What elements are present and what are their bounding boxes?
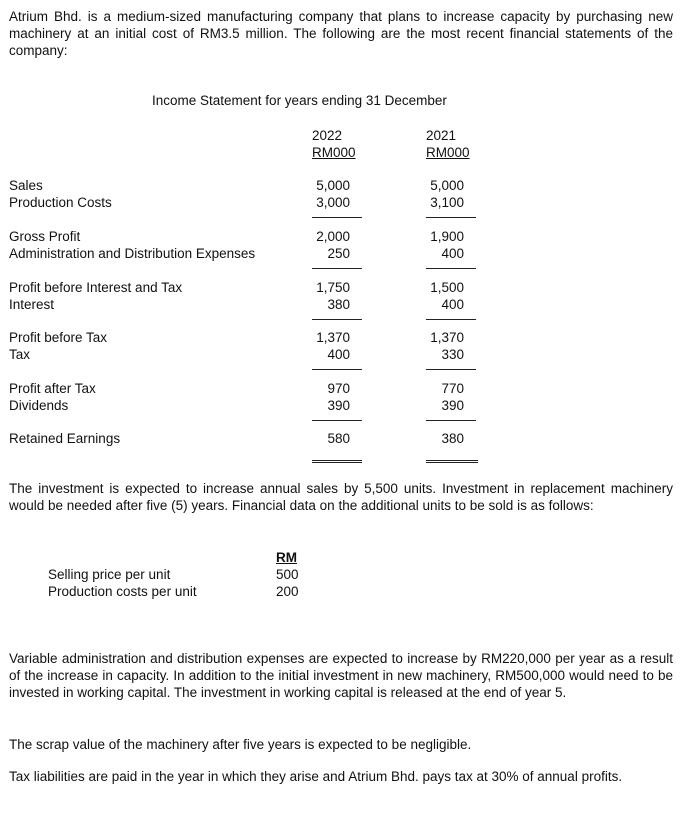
subtotal-rule <box>426 319 476 320</box>
col-2021-unit: RM000 <box>426 145 470 160</box>
tax-paragraph: Tax liabilities are paid in the year in which they arise and Atrium Bhd. pays tax at 30% of annual profits. <box>9 769 623 784</box>
value-interest-2021: 400 <box>441 297 464 312</box>
investment-paragraph: The investment is expected to increase annual sales by 5,500 units. Investment in replacement machinery would be needed after five (5) years. Financial data on the additional units to be sold is as follows: <box>9 481 673 513</box>
value-gross-profit-2022: 2,000 <box>316 229 350 244</box>
label-production-cost-unit: Production costs per unit <box>48 584 197 599</box>
value-sales-2021: 5,000 <box>430 178 464 193</box>
value-interest-2022: 380 <box>327 297 350 312</box>
value-sales-2022: 5,000 <box>316 178 350 193</box>
col-2021-year: 2021 <box>426 128 457 143</box>
total-double-rule <box>312 460 362 463</box>
value-tax-2022: 400 <box>327 347 350 362</box>
value-tax-2021: 330 <box>441 347 464 362</box>
value-pat-2022: 970 <box>327 381 350 396</box>
subtotal-rule <box>426 217 476 218</box>
subtotal-rule <box>426 420 476 421</box>
value-pbit-2021: 1,500 <box>430 280 464 295</box>
subtotal-rule <box>312 420 362 421</box>
value-gross-profit-2021: 1,900 <box>430 229 464 244</box>
row-label-admin-distribution: Administration and Distribution Expenses <box>9 246 256 261</box>
total-double-rule <box>426 460 478 463</box>
value-production-costs-2022: 3,000 <box>316 195 350 210</box>
value-pbit-2022: 1,750 <box>316 280 350 295</box>
subtotal-rule <box>312 319 362 320</box>
row-label-pat: Profit after Tax <box>9 381 96 396</box>
value-production-cost-unit: 200 <box>276 584 299 599</box>
col-2022-unit: RM000 <box>312 145 356 160</box>
row-label-retained-earnings: Retained Earnings <box>9 431 121 446</box>
label-selling-price: Selling price per unit <box>48 567 171 582</box>
row-label-production-costs: Production Costs <box>9 195 112 210</box>
row-label-pbit: Profit before Interest and Tax <box>9 280 183 295</box>
value-production-costs-2021: 3,100 <box>430 195 464 210</box>
row-label-pbt: Profit before Tax <box>9 330 108 345</box>
col-2022-year: 2022 <box>312 128 343 143</box>
value-admin-distribution-2022: 250 <box>327 246 350 261</box>
value-retained-earnings-2021: 380 <box>441 431 464 446</box>
row-label-sales: Sales <box>9 178 43 193</box>
value-retained-earnings-2022: 580 <box>327 431 350 446</box>
subtotal-rule <box>312 369 362 370</box>
subtotal-rule <box>312 268 362 269</box>
subtotal-rule <box>426 369 476 370</box>
subtotal-rule <box>312 217 362 218</box>
row-label-tax: Tax <box>9 347 31 362</box>
value-pbt-2022: 1,370 <box>316 330 350 345</box>
row-label-dividends: Dividends <box>9 398 69 413</box>
value-pat-2021: 770 <box>441 381 464 396</box>
intro-paragraph: Atrium Bhd. is a medium-sized manufacturing company that plans to increase capacity by purchasing new machinery at an initial cost of RM3.5 million. The following are the most recent financial statements of the company: <box>9 9 673 58</box>
value-pbt-2021: 1,370 <box>430 330 464 345</box>
value-selling-price: 500 <box>276 567 299 582</box>
row-label-interest: Interest <box>9 297 55 312</box>
unit-table-header: RM <box>276 550 297 565</box>
value-dividends-2022: 390 <box>327 398 350 413</box>
value-dividends-2021: 390 <box>441 398 464 413</box>
row-label-gross-profit: Gross Profit <box>9 229 81 244</box>
statement-title: Income Statement for years ending 31 December <box>152 93 447 108</box>
scrap-value-paragraph: The scrap value of the machinery after five years is expected to be negligible. <box>9 737 472 752</box>
value-admin-distribution-2021: 400 <box>441 246 464 261</box>
variable-expenses-paragraph: Variable administration and distribution expenses are expected to increase by RM220,000 per year as a result of the increase in capacity. In addition to the initial investment in new machinery, RM500,000 would need to be invested in working capital. The investment in working capital is released at the end of year 5. <box>9 651 673 700</box>
subtotal-rule <box>426 268 476 269</box>
